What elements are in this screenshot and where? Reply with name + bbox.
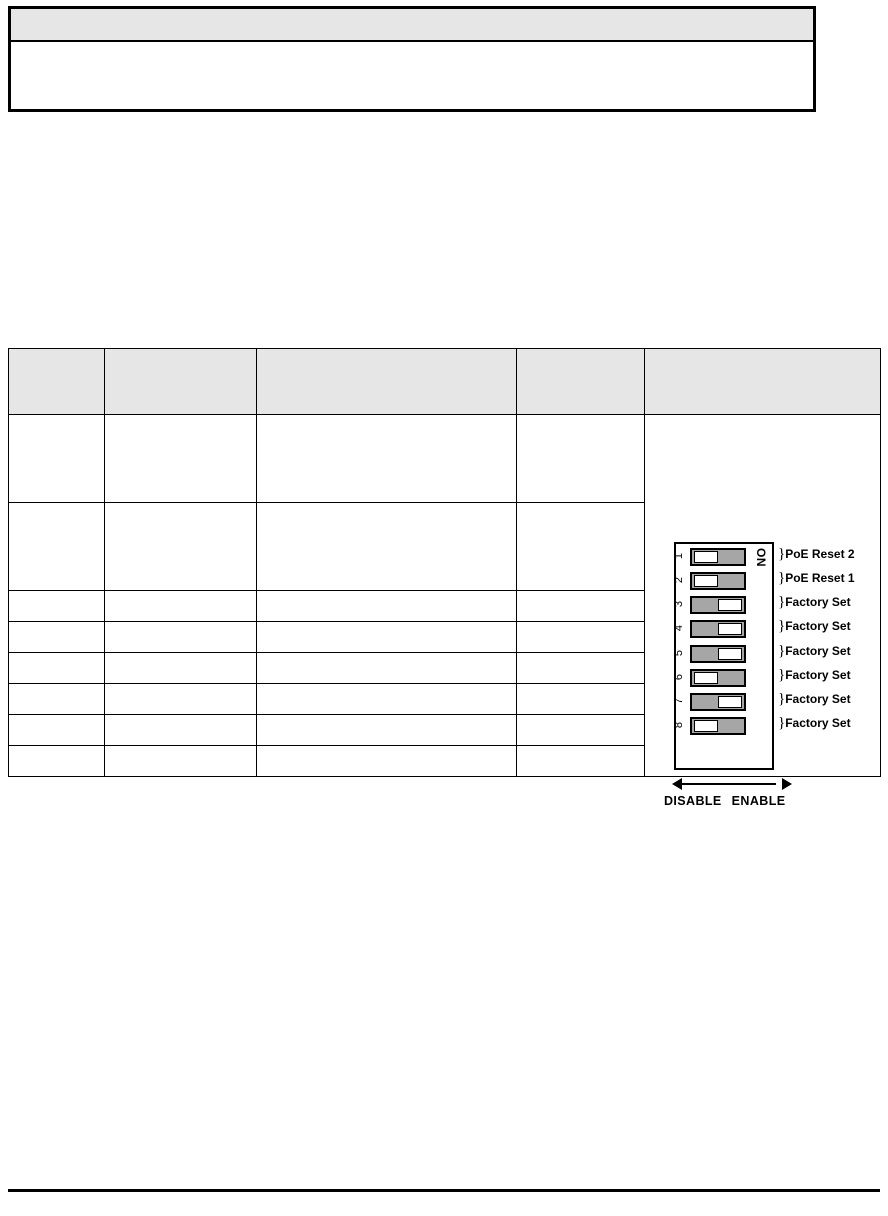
cell-position (105, 503, 257, 591)
callout-title (11, 9, 813, 42)
cell-position (105, 415, 257, 503)
switch-number-3: 3 (673, 600, 685, 608)
dip-on-label: ON (754, 548, 768, 567)
cell-position (105, 746, 257, 777)
direction-arrow-icon (672, 778, 792, 790)
column-header-position (105, 349, 257, 415)
switch-number-7: 7 (673, 697, 685, 705)
switch-number-2: 2 (673, 576, 685, 584)
switch-number-4: 4 (673, 624, 685, 632)
switch-toggle-1[interactable] (690, 548, 746, 566)
dip-switch-diagram (650, 418, 886, 808)
column-header-function (257, 349, 517, 415)
cell-position (105, 653, 257, 684)
footer-rule (8, 1189, 880, 1192)
cell-function (257, 622, 517, 653)
enable-label: ENABLE (731, 794, 786, 808)
switch-label-5: }Factory Set (778, 643, 851, 659)
cell-position (105, 715, 257, 746)
switch-toggle-5[interactable] (690, 645, 746, 663)
cell-switch (9, 684, 105, 715)
cell-default (517, 746, 645, 777)
switch-knob-8 (694, 720, 718, 732)
switch-knob-2 (694, 575, 718, 587)
switch-toggle-3[interactable] (690, 596, 746, 614)
cell-default (517, 591, 645, 622)
switch-knob-6 (694, 672, 718, 684)
switch-label-2: }PoE Reset 1 (778, 570, 855, 586)
cell-default (517, 715, 645, 746)
switch-number-1: 1 (673, 552, 685, 560)
switch-knob-4 (718, 623, 742, 635)
dip-switch-illustration-cell (645, 415, 881, 808)
cell-function (257, 591, 517, 622)
cell-function (257, 715, 517, 746)
cell-switch (9, 591, 105, 622)
cell-switch (9, 715, 105, 746)
cell-function (257, 415, 517, 503)
column-header-switch (9, 349, 105, 415)
cell-switch (9, 503, 105, 591)
cell-switch (9, 653, 105, 684)
switch-toggle-4[interactable] (690, 620, 746, 638)
column-header-default (517, 349, 645, 415)
dip-switch-table (8, 348, 881, 808)
cell-default (517, 653, 645, 684)
switch-label-7: }Factory Set (778, 691, 851, 707)
switch-number-5: 5 (673, 649, 685, 657)
switch-knob-5 (718, 648, 742, 660)
cell-switch (9, 746, 105, 777)
switch-label-3: }Factory Set (778, 594, 851, 610)
switch-knob-3 (718, 599, 742, 611)
switch-toggle-8[interactable] (690, 717, 746, 735)
disable-label: DISABLE (664, 794, 722, 808)
cell-default (517, 622, 645, 653)
switch-toggle-6[interactable] (690, 669, 746, 687)
cell-function (257, 653, 517, 684)
cell-position (105, 591, 257, 622)
cell-function (257, 503, 517, 591)
switch-label-6: }Factory Set (778, 667, 851, 683)
callout-body (11, 42, 813, 49)
column-header-illustration (645, 349, 881, 415)
cell-position (105, 622, 257, 653)
cell-switch (9, 415, 105, 503)
switch-knob-7 (718, 696, 742, 708)
switch-knob-1 (694, 551, 718, 563)
cell-position (105, 684, 257, 715)
cell-default (517, 415, 645, 503)
table-row (9, 415, 881, 503)
table-header-row (9, 349, 881, 415)
cell-default (517, 503, 645, 591)
cell-switch (9, 622, 105, 653)
switch-toggle-7[interactable] (690, 693, 746, 711)
callout-box (8, 6, 816, 112)
switch-label-4: }Factory Set (778, 618, 851, 634)
cell-function (257, 684, 517, 715)
cell-function (257, 746, 517, 777)
switch-toggle-2[interactable] (690, 572, 746, 590)
cell-default (517, 684, 645, 715)
switch-number-6: 6 (673, 673, 685, 681)
switch-label-8: }Factory Set (778, 715, 851, 731)
switch-number-8: 8 (673, 721, 685, 729)
switch-label-1: }PoE Reset 2 (778, 546, 855, 562)
dip-direction-caption (664, 794, 814, 808)
